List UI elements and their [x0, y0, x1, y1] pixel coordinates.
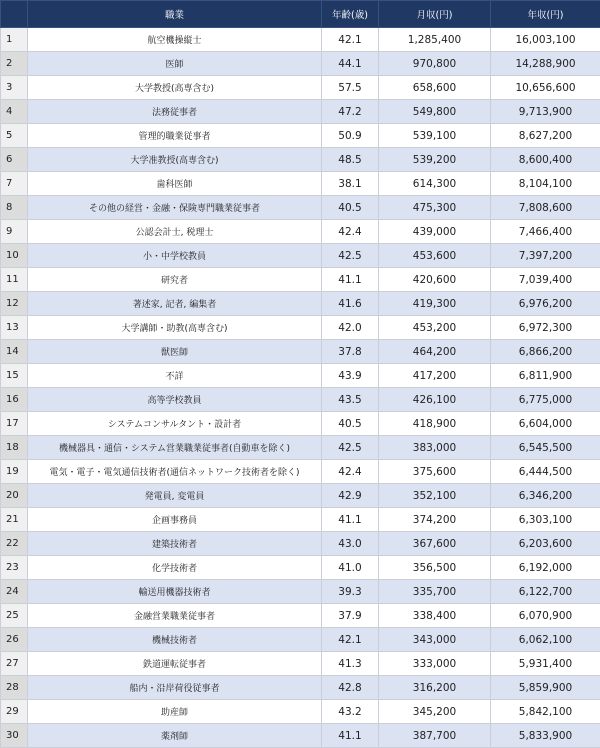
occupation-cell: 発電員, 変電員: [28, 484, 322, 508]
annual-income-cell: 6,346,200: [491, 484, 600, 508]
monthly-income-cell: 439,000: [379, 220, 491, 244]
monthly-income-cell: 338,400: [379, 604, 491, 628]
table-row: [1, 28, 600, 52]
rank-cell: 26: [1, 628, 28, 652]
rank-cell: 30: [1, 724, 28, 748]
rank-cell: 16: [1, 388, 28, 412]
age-cell: 41.1: [322, 268, 379, 292]
annual-income-cell: 6,976,200: [491, 292, 600, 316]
age-cell: 48.5: [322, 148, 379, 172]
table-row: [1, 604, 600, 628]
table-row: [1, 124, 600, 148]
table-row: [1, 220, 600, 244]
rank-cell: 11: [1, 268, 28, 292]
annual-income-cell: 5,842,100: [491, 700, 600, 724]
occupation-cell: 法務従事者: [28, 100, 322, 124]
table-row: [1, 580, 600, 604]
age-cell: 43.2: [322, 700, 379, 724]
table-row: [1, 532, 600, 556]
age-cell: 57.5: [322, 76, 379, 100]
monthly-income-cell: 352,100: [379, 484, 491, 508]
age-cell: 43.9: [322, 364, 379, 388]
age-cell: 42.4: [322, 460, 379, 484]
monthly-income-cell: 316,200: [379, 676, 491, 700]
age-cell: 43.0: [322, 532, 379, 556]
annual-income-cell: 6,070,900: [491, 604, 600, 628]
annual-income-cell: 5,833,900: [491, 724, 600, 748]
monthly-income-cell: 539,200: [379, 148, 491, 172]
annual-income-cell: 6,444,500: [491, 460, 600, 484]
occupation-cell: システムコンサルタント・設計者: [28, 412, 322, 436]
rank-cell: 18: [1, 436, 28, 460]
age-cell: 43.5: [322, 388, 379, 412]
age-cell: 42.5: [322, 244, 379, 268]
occupation-cell: 小・中学校教員: [28, 244, 322, 268]
age-cell: 38.1: [322, 172, 379, 196]
occupation-cell: 不詳: [28, 364, 322, 388]
monthly-income-cell: 464,200: [379, 340, 491, 364]
annual-income-cell: 5,859,900: [491, 676, 600, 700]
monthly-income-cell: 356,500: [379, 556, 491, 580]
annual-income-cell: 7,466,400: [491, 220, 600, 244]
monthly-income-cell: 335,700: [379, 580, 491, 604]
age-cell: 42.8: [322, 676, 379, 700]
monthly-income-cell: 420,600: [379, 268, 491, 292]
age-cell: 42.1: [322, 628, 379, 652]
occupation-cell: その他の経営・金融・保険専門職業従事者: [28, 196, 322, 220]
rank-cell: 28: [1, 676, 28, 700]
rank-cell: 24: [1, 580, 28, 604]
occupation-cell: 薬剤師: [28, 724, 322, 748]
age-cell: 42.1: [322, 28, 379, 52]
age-cell: 50.9: [322, 124, 379, 148]
rank-cell: 14: [1, 340, 28, 364]
table-row: [1, 292, 600, 316]
table-row: [1, 460, 600, 484]
table-body: [1, 28, 600, 748]
header-age: 年齢(歳): [322, 1, 379, 28]
monthly-income-cell: 549,800: [379, 100, 491, 124]
monthly-income-cell: 343,000: [379, 628, 491, 652]
age-cell: 39.3: [322, 580, 379, 604]
monthly-income-cell: 614,300: [379, 172, 491, 196]
rank-cell: 22: [1, 532, 28, 556]
occupation-cell: 機械器具・通信・システム営業職業従事者(自動車を除く): [28, 436, 322, 460]
monthly-income-cell: 658,600: [379, 76, 491, 100]
monthly-income-cell: 367,600: [379, 532, 491, 556]
rank-cell: 5: [1, 124, 28, 148]
annual-income-cell: 10,656,600: [491, 76, 600, 100]
age-cell: 41.3: [322, 652, 379, 676]
annual-income-cell: 5,931,400: [491, 652, 600, 676]
rank-cell: 20: [1, 484, 28, 508]
rank-cell: 13: [1, 316, 28, 340]
rank-cell: 29: [1, 700, 28, 724]
annual-income-cell: 7,397,200: [491, 244, 600, 268]
age-cell: 44.1: [322, 52, 379, 76]
table-row: [1, 436, 600, 460]
rank-cell: 21: [1, 508, 28, 532]
table-row: [1, 76, 600, 100]
monthly-income-cell: 426,100: [379, 388, 491, 412]
annual-income-cell: 8,104,100: [491, 172, 600, 196]
monthly-income-cell: 453,600: [379, 244, 491, 268]
rank-cell: 1: [1, 28, 28, 52]
table-row: [1, 628, 600, 652]
rank-cell: 9: [1, 220, 28, 244]
annual-income-cell: 6,604,000: [491, 412, 600, 436]
occupation-cell: 高等学校教員: [28, 388, 322, 412]
monthly-income-cell: 383,000: [379, 436, 491, 460]
age-cell: 40.5: [322, 196, 379, 220]
age-cell: 42.5: [322, 436, 379, 460]
occupation-cell: 金融営業職業従事者: [28, 604, 322, 628]
annual-income-cell: 8,627,200: [491, 124, 600, 148]
table-row: [1, 340, 600, 364]
monthly-income-cell: 1,285,400: [379, 28, 491, 52]
rank-cell: 8: [1, 196, 28, 220]
annual-income-cell: 9,713,900: [491, 100, 600, 124]
occupation-cell: 著述家, 記者, 編集者: [28, 292, 322, 316]
table-row: [1, 556, 600, 580]
annual-income-cell: 6,122,700: [491, 580, 600, 604]
header-row: [1, 1, 600, 28]
table-row: [1, 148, 600, 172]
table-row: [1, 52, 600, 76]
occupation-cell: 建築技術者: [28, 532, 322, 556]
occupation-cell: 大学講師・助教(高専含む): [28, 316, 322, 340]
occupation-cell: 獣医師: [28, 340, 322, 364]
rank-cell: 23: [1, 556, 28, 580]
rank-cell: 17: [1, 412, 28, 436]
header-occupation: 職業: [28, 1, 322, 28]
annual-income-cell: 6,866,200: [491, 340, 600, 364]
rank-cell: 15: [1, 364, 28, 388]
age-cell: 41.0: [322, 556, 379, 580]
age-cell: 42.0: [322, 316, 379, 340]
annual-income-cell: 7,808,600: [491, 196, 600, 220]
annual-income-cell: 7,039,400: [491, 268, 600, 292]
occupation-cell: 輸送用機器技術者: [28, 580, 322, 604]
monthly-income-cell: 374,200: [379, 508, 491, 532]
monthly-income-cell: 970,800: [379, 52, 491, 76]
annual-income-cell: 16,003,100: [491, 28, 600, 52]
occupation-cell: 電気・電子・電気通信技術者(通信ネットワーク技術者を除く): [28, 460, 322, 484]
table-row: [1, 244, 600, 268]
rank-cell: 27: [1, 652, 28, 676]
age-cell: 41.1: [322, 508, 379, 532]
rank-cell: 2: [1, 52, 28, 76]
occupation-cell: 機械技術者: [28, 628, 322, 652]
rank-cell: 3: [1, 76, 28, 100]
monthly-income-cell: 453,200: [379, 316, 491, 340]
rank-cell: 6: [1, 148, 28, 172]
monthly-income-cell: 539,100: [379, 124, 491, 148]
rank-cell: 25: [1, 604, 28, 628]
annual-income-cell: 6,192,000: [491, 556, 600, 580]
table-row: [1, 316, 600, 340]
table-row: [1, 508, 600, 532]
header-monthly: 月収(円): [379, 1, 491, 28]
table-row: [1, 196, 600, 220]
occupation-cell: 化学技術者: [28, 556, 322, 580]
table-row: [1, 700, 600, 724]
table-row: [1, 652, 600, 676]
monthly-income-cell: 417,200: [379, 364, 491, 388]
occupation-cell: 歯科医師: [28, 172, 322, 196]
table-row: [1, 172, 600, 196]
annual-income-cell: 6,811,900: [491, 364, 600, 388]
annual-income-cell: 6,303,100: [491, 508, 600, 532]
monthly-income-cell: 418,900: [379, 412, 491, 436]
rank-cell: 12: [1, 292, 28, 316]
monthly-income-cell: 345,200: [379, 700, 491, 724]
occupation-cell: 鉄道運転従事者: [28, 652, 322, 676]
monthly-income-cell: 475,300: [379, 196, 491, 220]
age-cell: 37.8: [322, 340, 379, 364]
monthly-income-cell: 419,300: [379, 292, 491, 316]
table-row: [1, 676, 600, 700]
rank-cell: 4: [1, 100, 28, 124]
age-cell: 42.4: [322, 220, 379, 244]
occupation-cell: 企画事務員: [28, 508, 322, 532]
occupation-cell: 大学教授(高専含む): [28, 76, 322, 100]
table-row: [1, 364, 600, 388]
table-row: [1, 484, 600, 508]
occupation-cell: 助産師: [28, 700, 322, 724]
rank-cell: 10: [1, 244, 28, 268]
age-cell: 41.6: [322, 292, 379, 316]
occupation-cell: 研究者: [28, 268, 322, 292]
annual-income-cell: 6,062,100: [491, 628, 600, 652]
occupation-cell: 船内・沿岸荷役従事者: [28, 676, 322, 700]
occupation-cell: 航空機操縦士: [28, 28, 322, 52]
header-index: [1, 1, 28, 28]
table-row: [1, 100, 600, 124]
age-cell: 37.9: [322, 604, 379, 628]
occupation-cell: 管理的職業従事者: [28, 124, 322, 148]
annual-income-cell: 6,545,500: [491, 436, 600, 460]
table-row: [1, 724, 600, 748]
age-cell: 41.1: [322, 724, 379, 748]
header-annual: 年収(円): [491, 1, 600, 28]
occupation-cell: 公認会計士, 税理士: [28, 220, 322, 244]
age-cell: 47.2: [322, 100, 379, 124]
monthly-income-cell: 387,700: [379, 724, 491, 748]
rank-cell: 19: [1, 460, 28, 484]
monthly-income-cell: 333,000: [379, 652, 491, 676]
rank-cell: 7: [1, 172, 28, 196]
age-cell: 42.9: [322, 484, 379, 508]
occupation-cell: 大学准教授(高専含む): [28, 148, 322, 172]
annual-income-cell: 6,775,000: [491, 388, 600, 412]
table-row: [1, 412, 600, 436]
table-row: [1, 268, 600, 292]
annual-income-cell: 6,972,300: [491, 316, 600, 340]
occupation-cell: 医師: [28, 52, 322, 76]
monthly-income-cell: 375,600: [379, 460, 491, 484]
annual-income-cell: 6,203,600: [491, 532, 600, 556]
annual-income-cell: 14,288,900: [491, 52, 600, 76]
age-cell: 40.5: [322, 412, 379, 436]
table-row: [1, 388, 600, 412]
annual-income-cell: 8,600,400: [491, 148, 600, 172]
